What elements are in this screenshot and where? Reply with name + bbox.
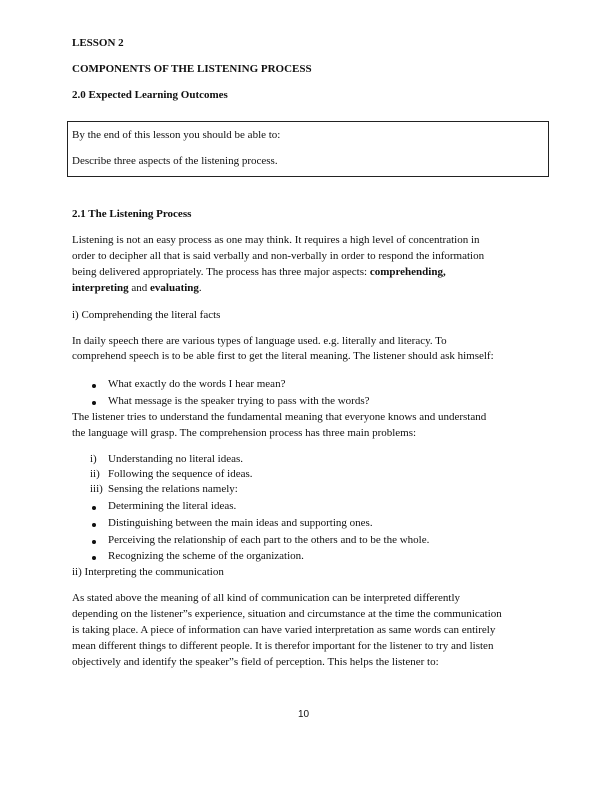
bullet-icon <box>92 523 96 527</box>
outcomes-intro: By the end of this lesson you should be able to: <box>72 129 281 141</box>
paragraph-line: comprehend speech is to be able first to get the literal meaning. The listener should ask himself: <box>72 350 494 362</box>
intro-paragraph-line <box>72 266 446 279</box>
outcome-item: Describe three aspects of the listening process. <box>72 155 278 167</box>
text-span: and <box>128 282 151 294</box>
problem-item: Sensing the relations namely: <box>108 483 238 495</box>
text-span: . <box>198 282 202 294</box>
intro-paragraph-line: Listening is not an easy process as one may think. It requires a high level of concentration in <box>72 234 480 246</box>
paragraph-line: objectively and identify the speaker”s field of perception. This helps the listener to: <box>72 656 439 668</box>
subheading-comprehending: i) Comprehending the literal facts <box>72 309 221 321</box>
relation-item: Determining the literal ideas. <box>108 500 237 512</box>
paragraph-line: the language will grasp. The comprehension process has three main problems: <box>72 427 417 439</box>
intro-paragraph-line: order to decipher all that is said verbally and non-verbally in order to respond the information <box>72 250 485 262</box>
question-item: What message is the speaker trying to pass with the words? <box>108 395 370 407</box>
term-interpreting: interpreting <box>72 282 129 294</box>
text-span: being delivered appropriately. The process has three major aspects: <box>72 266 370 278</box>
bullet-icon <box>92 540 96 544</box>
problem-item: Following the sequence of ideas. <box>108 468 253 480</box>
paragraph-line: mean different things to different people. It is therefor important for the listener to try and listen <box>72 640 494 652</box>
paragraph-line: depending on the listener”s experience, situation and circumstance at the time the communication <box>72 608 502 620</box>
paragraph-line: In daily speech there are various types of language used. e.g. literally and literacy. To <box>72 335 447 347</box>
subheading-interpreting: ii) Interpreting the communication <box>72 566 224 578</box>
paragraph-line: As stated above the meaning of all kind of communication can be interpreted differently <box>72 592 461 604</box>
problem-number: i) <box>90 453 97 465</box>
term-evaluating: evaluating <box>150 282 199 294</box>
section-heading: 2.1 The Listening Process <box>72 208 192 220</box>
lesson-label: LESSON 2 <box>72 37 124 49</box>
intro-paragraph-line <box>72 282 202 295</box>
relation-item: Perceiving the relationship of each part to the others and to be the whole. <box>108 534 430 546</box>
outcomes-heading: 2.0 Expected Learning Outcomes <box>72 89 228 101</box>
problem-item: Understanding no literal ideas. <box>108 453 244 465</box>
bullet-icon <box>92 384 96 388</box>
page-number: 10 <box>298 709 310 720</box>
problem-number: iii) <box>90 483 103 495</box>
bullet-icon <box>92 506 96 510</box>
problem-number: ii) <box>90 468 100 480</box>
lesson-title: COMPONENTS OF THE LISTENING PROCESS <box>72 63 312 75</box>
relation-item: Distinguishing between the main ideas and supporting ones. <box>108 517 373 529</box>
paragraph-line: is taking place. A piece of information can have varied interpretation as same words can entirely <box>72 624 496 636</box>
term-comprehending: comprehending, <box>369 266 446 278</box>
bullet-icon <box>92 556 96 560</box>
paragraph-line: The listener tries to understand the fundamental meaning that everyone knows and understand <box>72 411 487 423</box>
relation-item: Recognizing the scheme of the organization. <box>108 550 304 562</box>
question-item: What exactly do the words I hear mean? <box>108 378 286 390</box>
bullet-icon <box>92 401 96 405</box>
